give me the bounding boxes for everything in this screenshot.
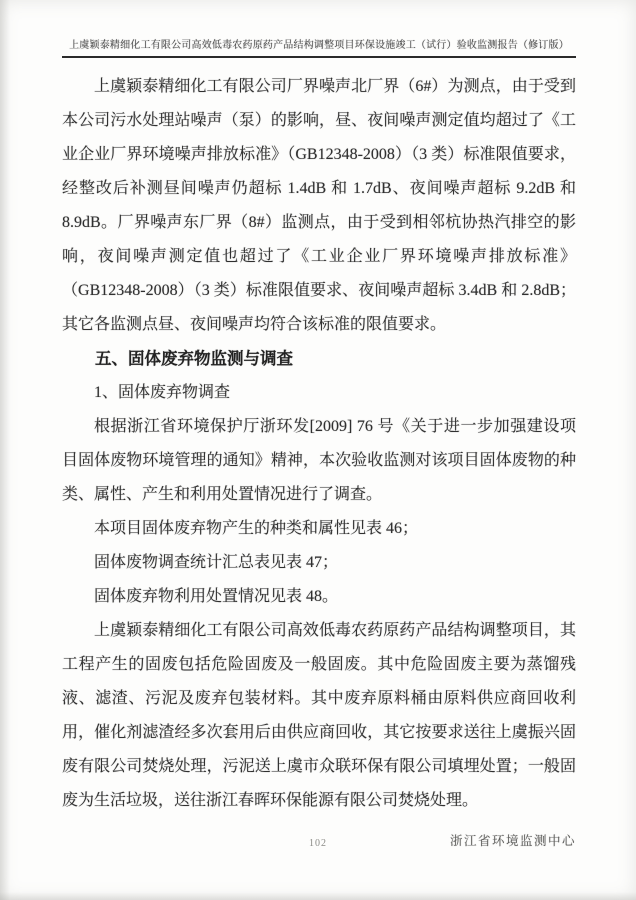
document-body: [62, 70, 576, 818]
page-number: 102: [309, 838, 327, 849]
footer-organization: 浙江省环境监测中心: [449, 834, 576, 848]
section-heading-solid-waste: 五、固体废弃物监测与调查: [95, 349, 293, 368]
noise-conclusion-paragraph: 上虞颖泰精细化工有限公司厂界噪声北厂界（6#）为测点，由于受到本公司污水处理站噪声（泵）的影响，昼、夜间噪声测定值均超过了《工业企业厂界环境噪声排放标准》（GB12348-2008）（3 类）标准限值要求，经整改后补测昼间噪声仍超标 1.4dB 和 1.7dB、夜间噪声超标 9.2dB 和 8.9dB。厂界噪声东厂界（8#）监测点，由于受到相邻杭协热汽排空的影响，夜间噪声测定值也超过了《工业企业厂界环境噪声排放标准》（GB12348-2008）（3 类）标准限值要求、夜间噪声超标 3.4dB 和 2.8dB；其它各监测点昼、夜间噪声均符合该标准的限值要求。: [62, 78, 576, 333]
table-reference-47: 固体废物调查统计汇总表见表 47；: [94, 554, 339, 571]
waste-disposal-paragraph: 上虞颖泰精细化工有限公司高效低毒农药原药产品结构调整项目，其工程产生的固废包括危险固废及一般固废。其中危险固废主要为蒸馏残液、滤渣、污泥及废弃包装材料。其中废弃原料桶由原料供应商回收利用，催化剂滤渣经多次套用后由供应商回收，其它按要求送往上虞振兴固废有限公司焚烧处理，污泥送上虞市众联环保有限公司填埋处置；一般固废为生活垃圾，送往浙江春晖环保能源有限公司焚烧处理。: [62, 622, 576, 809]
survey-basis-paragraph: 根据浙江省环境保护厅浙环发[2009] 76 号《关于进一步加强建设项目固体废物环境管理的通知》精神，本次验收监测对该项目固体废物的种类、属性、产生和利用处置情况进行了调查。: [62, 418, 576, 503]
subsection-heading-solid-waste-survey: 1、固体废弃物调查: [94, 384, 231, 401]
table-reference-46: 本项目固体废弃物产生的种类和属性见表 46；: [94, 520, 419, 537]
table-reference-48: 固体废弃物利用处置情况见表 48。: [94, 588, 339, 605]
running-header-title: 上虞颖泰精细化工有限公司高效低毒农药原药产品结构调整项目环保设施竣工（试行）验收监测报告（修订版）: [62, 36, 576, 58]
